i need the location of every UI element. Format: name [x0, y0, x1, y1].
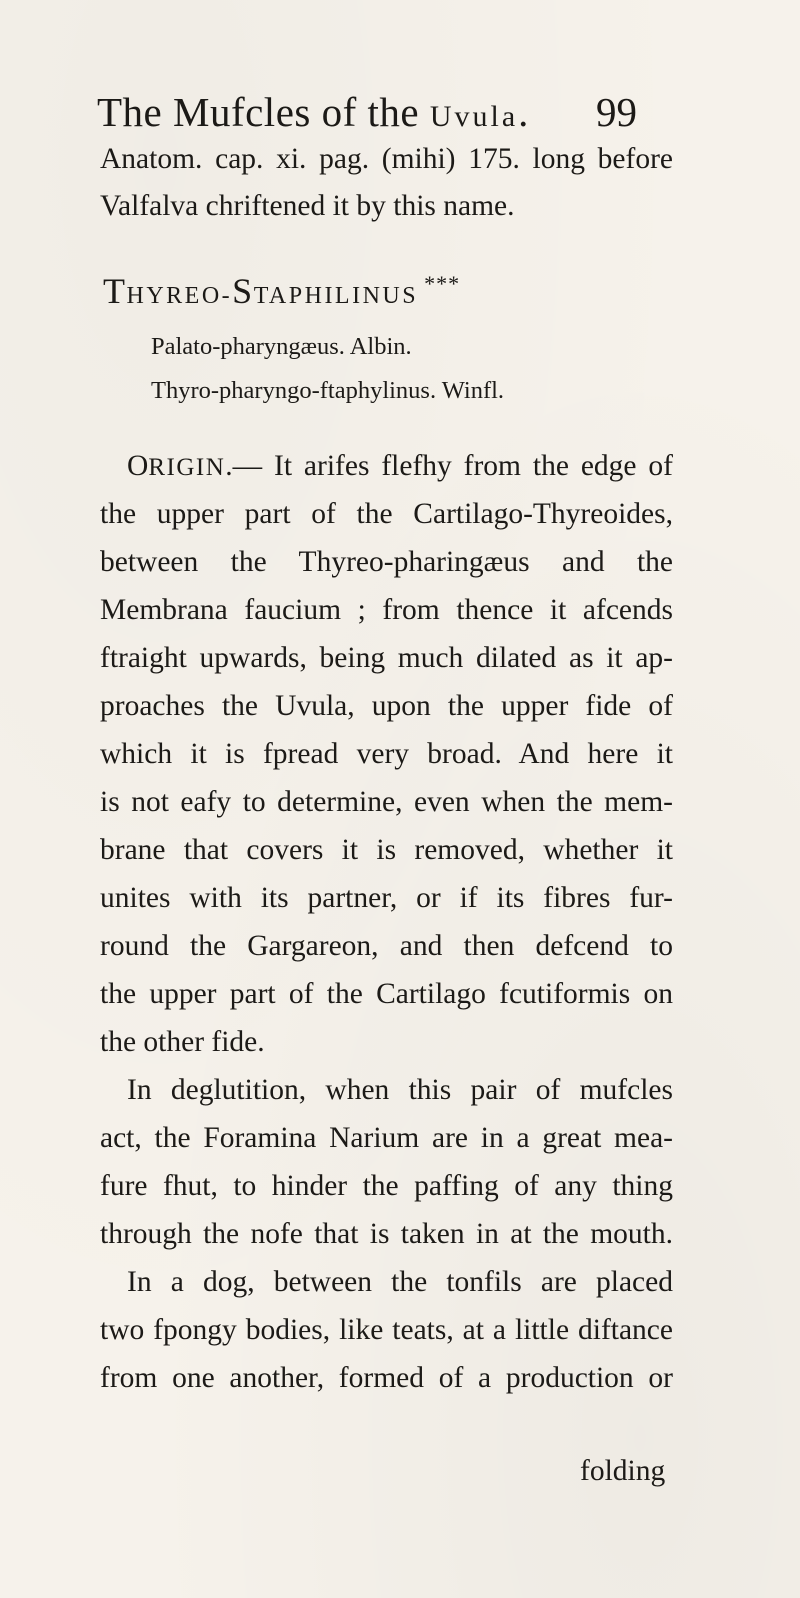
body-line-16: through the nofe that is taken in at the mouth.: [100, 1218, 673, 1250]
body-line-15: fure fhut, to hinder the paffing of any thing: [100, 1170, 673, 1202]
section-heading: [103, 270, 460, 312]
catchword: folding: [580, 1455, 666, 1487]
body-line-3: Membrana faucium ; from thence it afcends: [100, 594, 673, 626]
footnote-stars: ***: [424, 271, 461, 296]
body-line-18: two fpongy bodies, like teats, at a little diftance: [100, 1314, 673, 1346]
body-line-19: from one another, formed of a production or: [100, 1362, 673, 1394]
origin-label: RIGIN: [148, 454, 226, 481]
body-line-9: unites with its partner, or if its fibres fur-: [100, 882, 673, 914]
running-head: [97, 88, 637, 148]
body-line-1: the upper part of the Cartilago-Thyreoides,: [100, 498, 673, 530]
synonym-winslow: Thyro-pharyngo-ftaphylinus. Winfl.: [151, 377, 505, 404]
origin-line: [127, 450, 673, 483]
body-line-5: proaches the Uvula, upon the upper fide of: [100, 690, 673, 722]
synonym-albin: Palato-pharyngæus. Albin.: [151, 333, 412, 360]
body-line-7: is not eafy to determine, even when the mem-: [100, 786, 673, 818]
title-end: .: [518, 89, 529, 135]
intro-line-2: Valfalva chriftened it by this name.: [100, 190, 515, 222]
body-line-11: the upper part of the Cartilago fcutiformis on: [100, 978, 673, 1010]
body-line-13: In deglutition, when this pair of mufcles: [127, 1074, 673, 1106]
page-number: 99: [596, 89, 637, 135]
body-line-8: brane that covers it is removed, whether it: [100, 834, 673, 866]
body-line-4: ftraight upwards, being much dilated as it ap-: [100, 642, 673, 674]
heading-cap-s: S: [232, 271, 254, 311]
title-smallcaps: Uvula: [429, 100, 519, 133]
title-start: The Mufcles of the: [97, 89, 430, 135]
body-line-2: between the Thyreo-pharingæus and the: [100, 546, 673, 578]
running-title: [97, 88, 529, 136]
body-line-14: act, the Foramina Narium are in a great mea-: [100, 1122, 673, 1154]
body-line-12: the other fide.: [100, 1026, 265, 1058]
origin-text: .— It arifes flefhy from the edge of: [225, 450, 673, 482]
heading-small-2: TAPHILINUS: [253, 283, 419, 309]
body-line-17: In a dog, between the tonfils are placed: [127, 1266, 673, 1298]
body-line-6: which it is fpread very broad. And here it: [100, 738, 673, 770]
intro-line-1: Anatom. cap. xi. pag. (mihi) 175. long before: [100, 143, 673, 175]
origin-cap: O: [127, 450, 149, 482]
heading-small-1: HYREO-: [126, 283, 233, 309]
heading-cap-t: T: [103, 271, 127, 311]
body-line-10: round the Gargareon, and then defcend to: [100, 930, 673, 962]
